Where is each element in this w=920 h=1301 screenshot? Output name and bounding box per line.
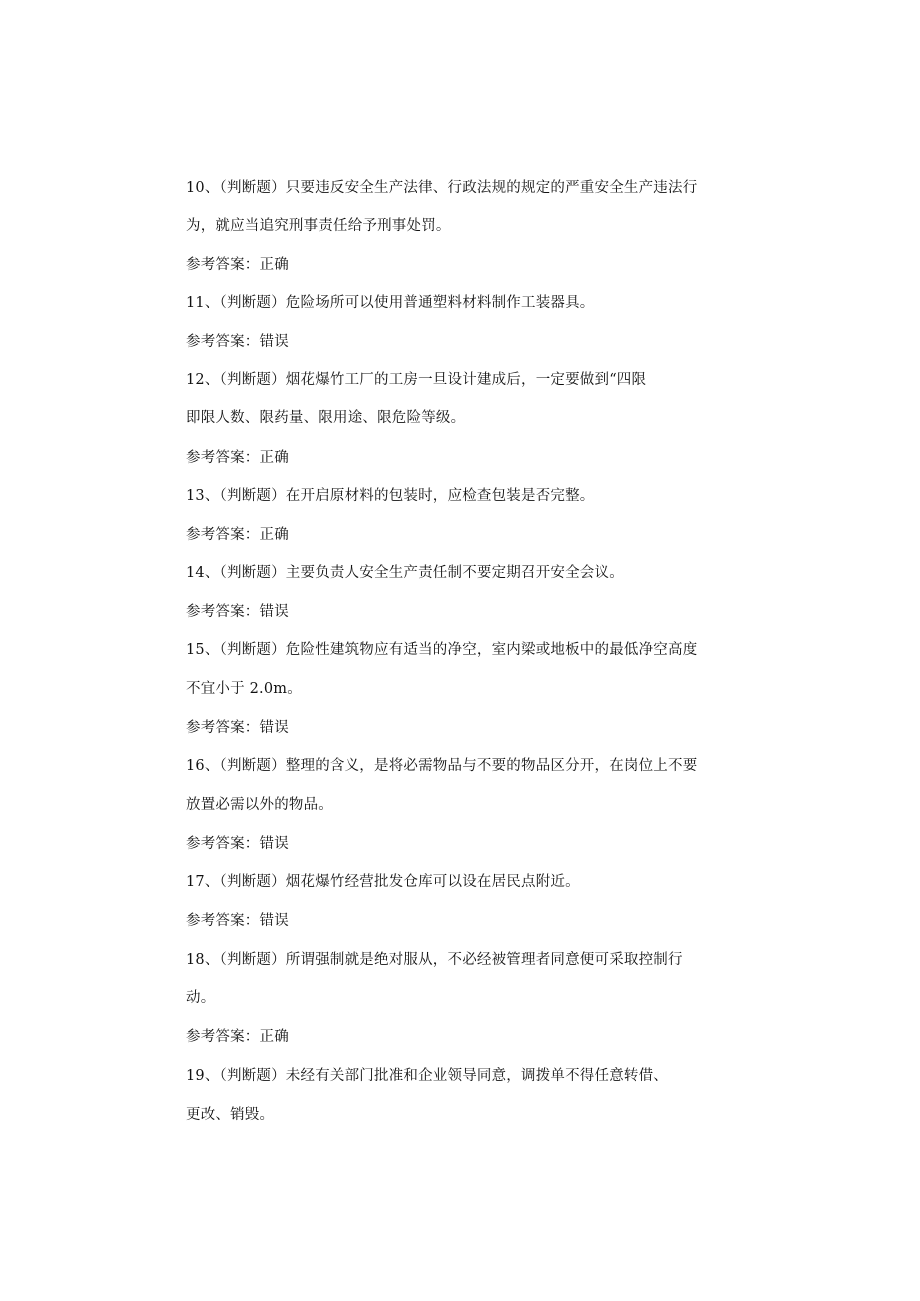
question-15-line-1: 15、（判断题）危险性建筑物应有适当的净空，室内梁或地板中的最低净空高度 [186,642,698,658]
question-12-line-2: 即限人数、限药量、限用途、限危险等级。 [186,410,466,426]
answer-18: 参考答案：正确 [186,1029,289,1045]
question-16-line-1: 16、（判断题）整理的含义，是将必需物品与不要的物品区分开，在岗位上不要 [186,758,698,774]
question-15-line-2: 不宜小于 2.0m。 [186,681,302,697]
answer-14: 参考答案：错误 [186,604,289,620]
question-11-line-1: 11、（判断题）危险场所可以使用普通塑料材料制作工装器具。 [186,295,595,311]
question-14-line-1: 14、（判断题）主要负责人安全生产责任制不要定期召开安全会议。 [186,565,624,581]
answer-12: 参考答案：正确 [186,450,289,466]
answer-13: 参考答案：正确 [186,527,289,543]
question-13-line-1: 13、（判断题）在开启原材料的包装时，应检查包装是否完整。 [186,488,595,504]
answer-16: 参考答案：错误 [186,836,289,852]
answer-15: 参考答案：错误 [186,720,289,736]
answer-10: 参考答案：正确 [186,257,289,273]
question-17-line-1: 17、（判断题）烟花爆竹经营批发仓库可以设在居民点附近。 [186,874,580,890]
question-18-line-1: 18、（判断题）所谓强制就是绝对服从，不必经被管理者同意便可采取控制行 [186,952,683,968]
answer-17: 参考答案：错误 [186,913,289,929]
answer-11: 参考答案：错误 [186,334,289,350]
question-12-line-1: 12、（判断题）烟花爆竹工厂的工房一旦设计建成后，一定要做到“四限 [186,372,647,388]
question-18-line-2: 动。 [186,990,216,1006]
question-19-line-1: 19、（判断题）未经有关部门批准和企业领导同意，调拨单不得任意转借、 [186,1068,668,1084]
question-16-line-2: 放置必需以外的物品。 [186,797,333,813]
question-10-line-2: 为，就应当追究刑事责任给予刑事处罚。 [186,218,451,234]
question-10-line-1: 10、（判断题）只要违反安全生产法律、行政法规的规定的严重安全生产违法行 [186,180,698,196]
question-19-line-2: 更改、销毁。 [186,1107,275,1123]
